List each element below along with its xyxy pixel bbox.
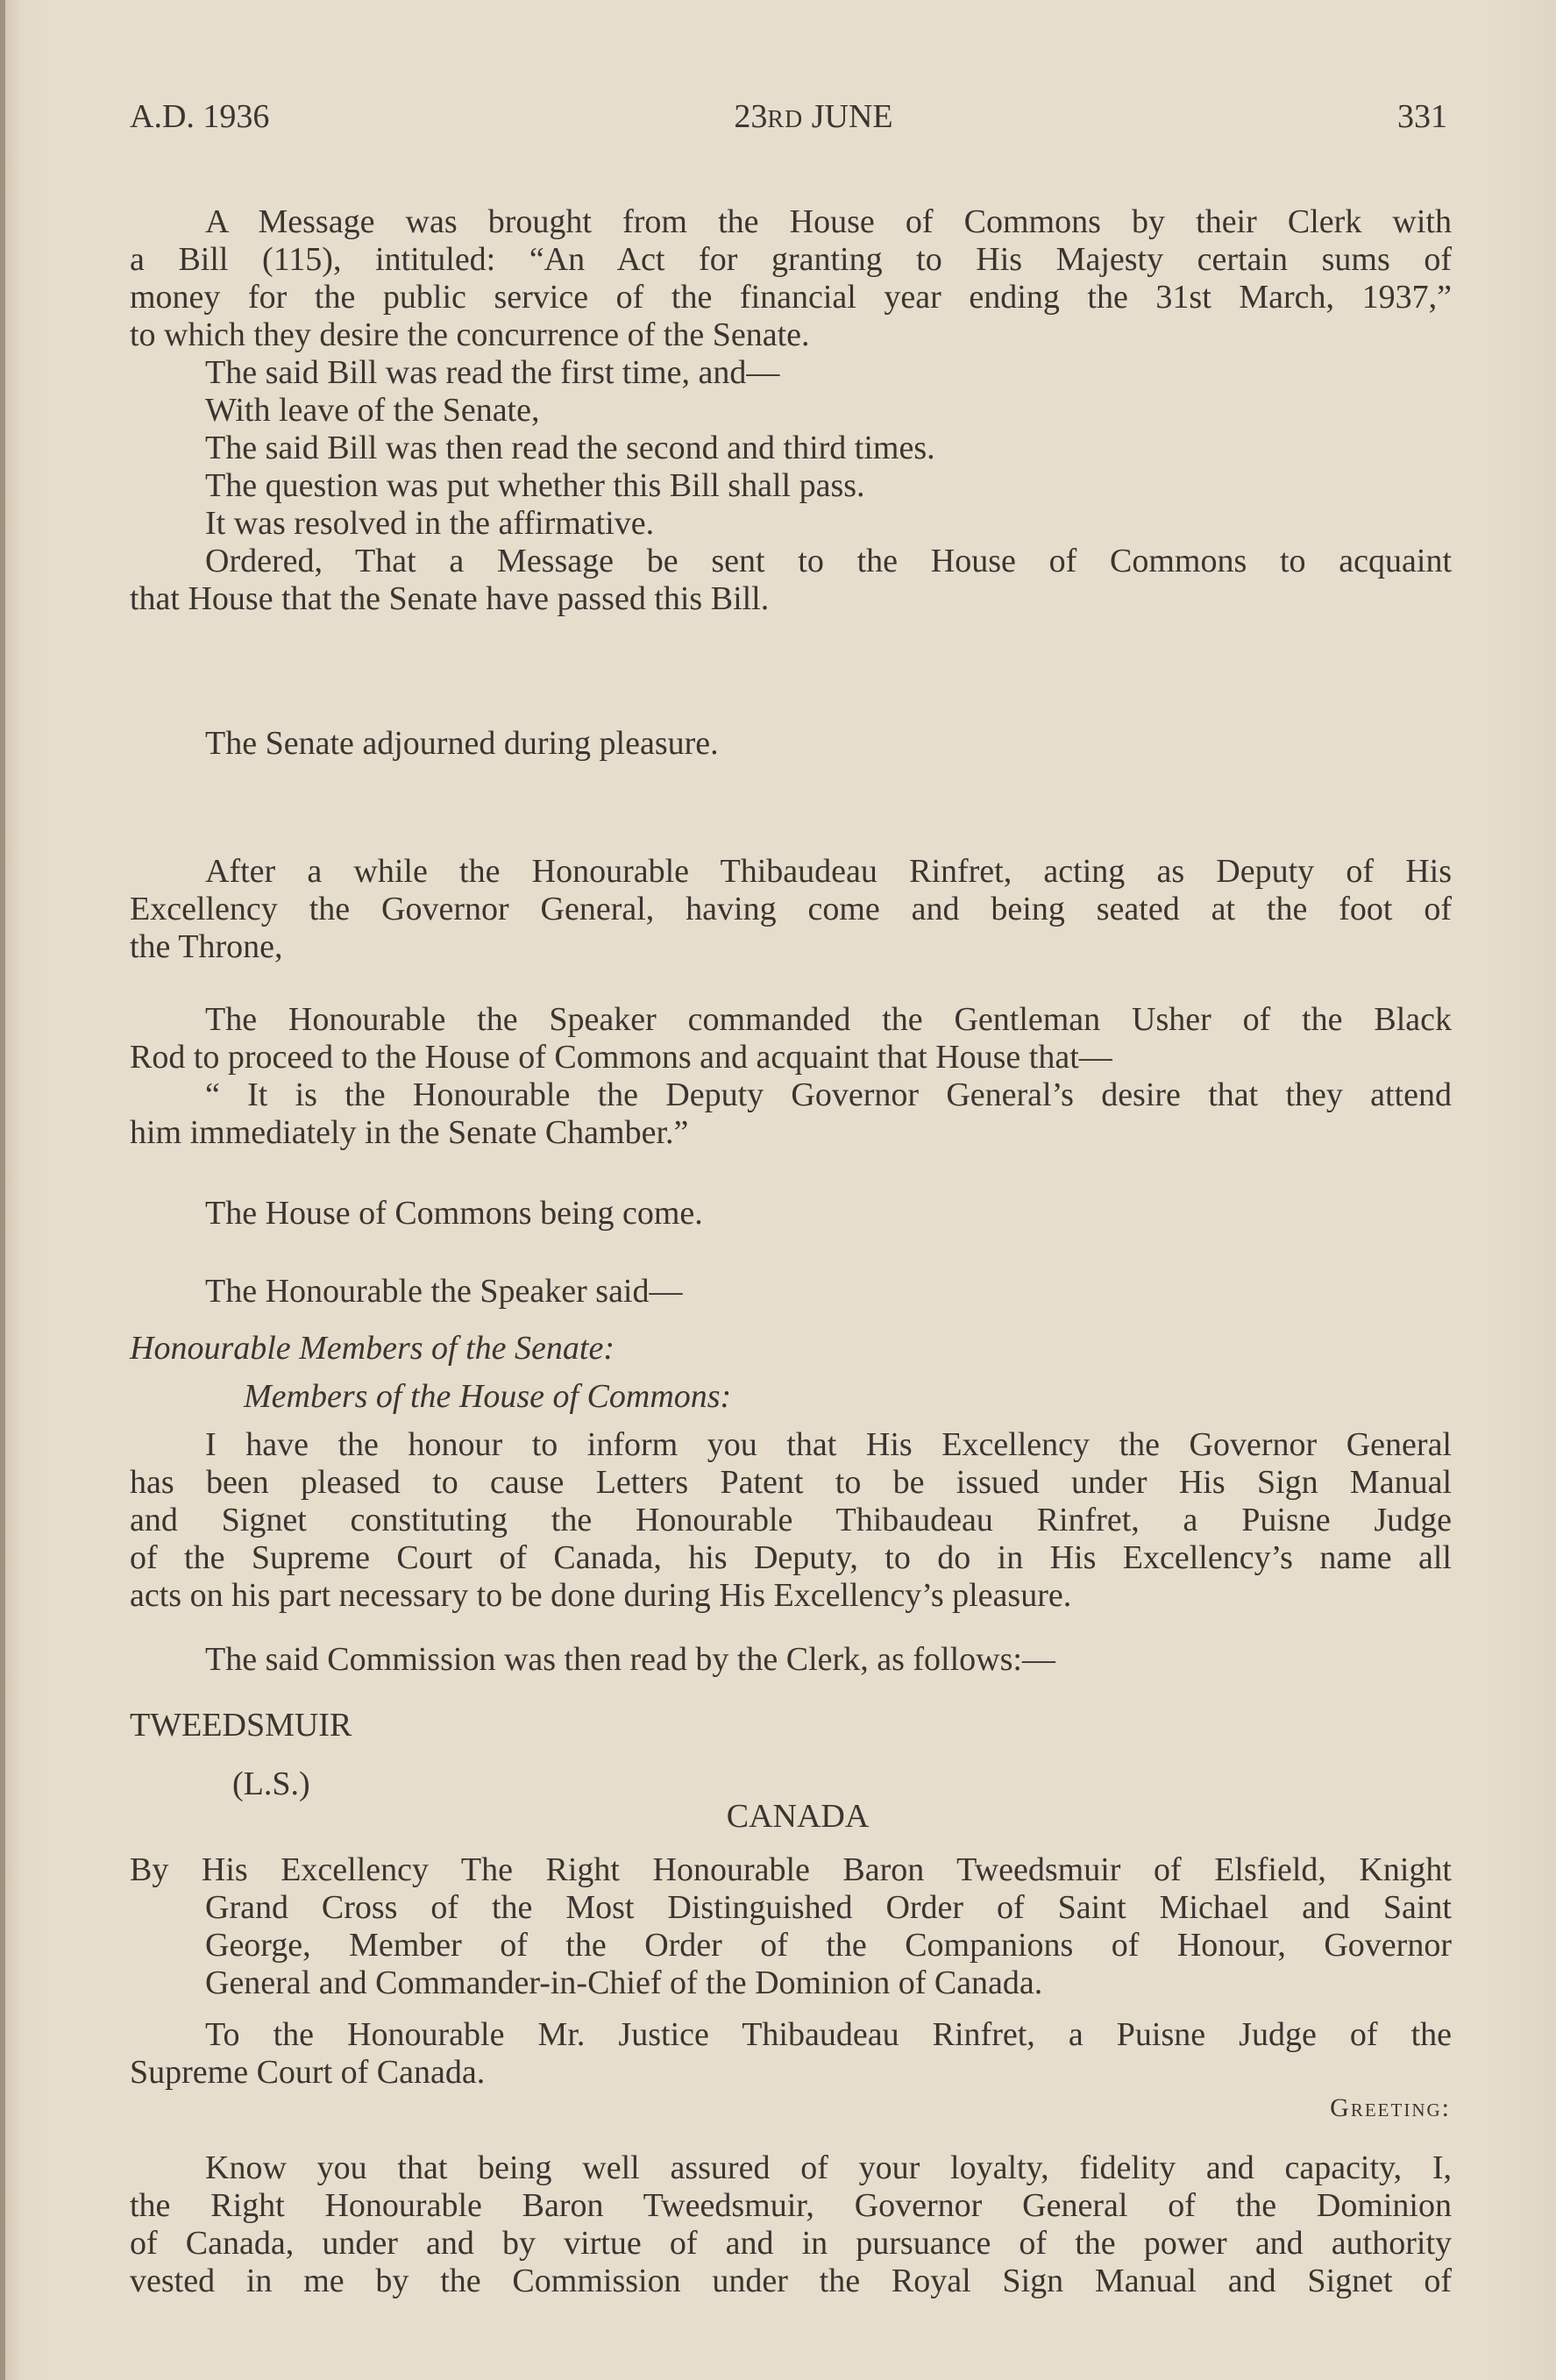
text-line: Grand Cross of the Most Distinguished Order of Saint Michael and Saint bbox=[205, 1889, 1452, 1926]
inform-block bbox=[130, 1426, 1452, 1615]
greeting-block bbox=[1284, 2089, 1451, 2127]
members-commons-heading: Members of the House of Commons: bbox=[244, 1378, 732, 1415]
text-line: To the Honourable Mr. Justice Thibaudeau Rinfret, a Puisne Judge of the bbox=[205, 2016, 1452, 2053]
members-commons-block bbox=[244, 1378, 1556, 1416]
know-you-paragraph bbox=[130, 2149, 1452, 2300]
second-third-paragraph: The said Bill was then read the second and third times. bbox=[205, 430, 935, 466]
text-line: The Honourable the Speaker commanded the Gentleman Usher of the Black bbox=[205, 1001, 1452, 1038]
header-date-suffix: RD bbox=[767, 106, 804, 133]
after-while-block bbox=[130, 853, 1452, 966]
to-honourable-block bbox=[130, 2016, 1452, 2092]
honourable-members-block bbox=[130, 1330, 1452, 1368]
text-line: General and Commander-in-Chief of the Dominion of Canada. bbox=[205, 1964, 1043, 2001]
page-number: 331 bbox=[1397, 98, 1447, 135]
text-line: Rod to proceed to the House of Commons and acquaint that House that— bbox=[130, 1039, 1112, 1076]
greeting-label: Greeting: bbox=[1330, 2093, 1451, 2122]
resolved-paragraph: It was resolved in the affirmative. bbox=[205, 505, 655, 542]
after-while-paragraph bbox=[130, 853, 1452, 966]
text-line: acts on his part necessary to be done during His Excellency’s pleasure. bbox=[130, 1577, 1072, 1614]
speaker-said-paragraph: The Honourable the Speaker said— bbox=[205, 1273, 683, 1310]
header-date-day: 23 bbox=[734, 98, 768, 135]
text-line: him immediately in the Senate Chamber.” bbox=[130, 1114, 689, 1151]
canada-heading: CANADA bbox=[726, 1798, 870, 1835]
seal-mark-block bbox=[232, 1765, 408, 1803]
page-binding-edge bbox=[0, 0, 5, 2380]
text-line: that House that the Senate have passed this Bill. bbox=[130, 580, 770, 617]
message-paragraph bbox=[130, 203, 1452, 354]
header-year: A.D. 1936 bbox=[130, 98, 270, 135]
text-line: “ It is the Honourable the Deputy Governor General’s desire that they attend bbox=[205, 1076, 1452, 1113]
text-line: a Bill (115), intituled: “An Act for granting to His Majesty certain sums of bbox=[130, 241, 1452, 278]
signature-name-block bbox=[130, 1707, 1452, 1744]
first-time-paragraph: The said Bill was read the first time, and— bbox=[205, 354, 780, 391]
text-line: After a while the Honourable Thibaudeau Rinfret, acting as Deputy of His bbox=[205, 853, 1452, 890]
text-line: By His Excellency The Right Honourable Baron Tweedsmuir of Elsfield, Knight bbox=[130, 1851, 1452, 1888]
message-block bbox=[130, 203, 1452, 618]
text-line: Know you that being well assured of your loyalty, fidelity and capacity, I, bbox=[205, 2149, 1452, 2186]
tweedsmuir-name: TWEEDSMUIR bbox=[130, 1707, 352, 1744]
question-paragraph: The question was put whether this Bill shall pass. bbox=[205, 467, 865, 504]
text-line: the Right Honourable Baron Tweedsmuir, Governor General of the Dominion bbox=[130, 2187, 1452, 2224]
text-line: Supreme Court of Canada. bbox=[130, 2054, 486, 2091]
text-line: to which they desire the concurrence of the Senate. bbox=[130, 316, 810, 353]
header-date-month: JUNE bbox=[803, 98, 893, 135]
text-line: Ordered, That a Message be sent to the House of Commons to acquaint bbox=[205, 543, 1452, 579]
text-line: A Message was brought from the House of Commons by their Clerk with bbox=[205, 203, 1452, 240]
commission-read-block bbox=[130, 1641, 1452, 1679]
text-line: of the Supreme Court of Canada, his Deputy, to do in His Excellency’s name all bbox=[130, 1539, 1452, 1576]
know-you-block bbox=[130, 2149, 1452, 2300]
text-line: of Canada, under and by virtue of and in pursuance of the power and authority bbox=[130, 2225, 1452, 2262]
speaker-commanded-block bbox=[130, 1001, 1452, 1152]
text-line: vested in me by the Commission under the Royal Sign Manual and Signet of bbox=[130, 2263, 1452, 2299]
with-leave-paragraph: With leave of the Senate, bbox=[205, 392, 540, 429]
adjourned-paragraph: The Senate adjourned during pleasure. bbox=[205, 725, 719, 762]
to-honourable-paragraph bbox=[130, 2016, 1452, 2092]
text-line: and Signet constituting the Honourable Thibaudeau Rinfret, a Puisne Judge bbox=[130, 1502, 1452, 1538]
desire-paragraph bbox=[130, 1076, 1452, 1152]
by-excellency-paragraph bbox=[130, 1851, 1452, 2002]
honourable-members-heading: Honourable Members of the Senate: bbox=[130, 1330, 615, 1367]
text-line: Excellency the Governor General, having come and being seated at the foot of bbox=[130, 891, 1452, 927]
text-line: the Throne, bbox=[130, 928, 283, 965]
page-header bbox=[130, 95, 1447, 139]
text-line: money for the public service of the financial year ending the 31st March, 1937,” bbox=[130, 279, 1452, 316]
speaker-commanded-paragraph bbox=[130, 1001, 1452, 1076]
text-line: has been pleased to cause Letters Patent to be issued under His Sign Manual bbox=[130, 1464, 1452, 1501]
inform-paragraph bbox=[130, 1426, 1452, 1615]
header-date bbox=[691, 95, 936, 142]
canada-heading-block bbox=[710, 1798, 885, 1836]
ordered-paragraph bbox=[130, 543, 1452, 618]
house-come-paragraph: The House of Commons being come. bbox=[205, 1195, 703, 1232]
locus-sigilli: (L.S.) bbox=[232, 1765, 310, 1802]
house-come-block bbox=[130, 1195, 1452, 1233]
text-line: I have the honour to inform you that His Excellency the Governor General bbox=[205, 1426, 1452, 1463]
by-excellency-block bbox=[130, 1851, 1452, 2002]
adjourned-block bbox=[130, 725, 1452, 763]
text-line: George, Member of the Order of the Companions of Honour, Governor bbox=[205, 1927, 1452, 1964]
speaker-said-block bbox=[130, 1273, 1452, 1311]
commission-read-paragraph: The said Commission was then read by the Clerk, as follows:— bbox=[205, 1641, 1055, 1678]
